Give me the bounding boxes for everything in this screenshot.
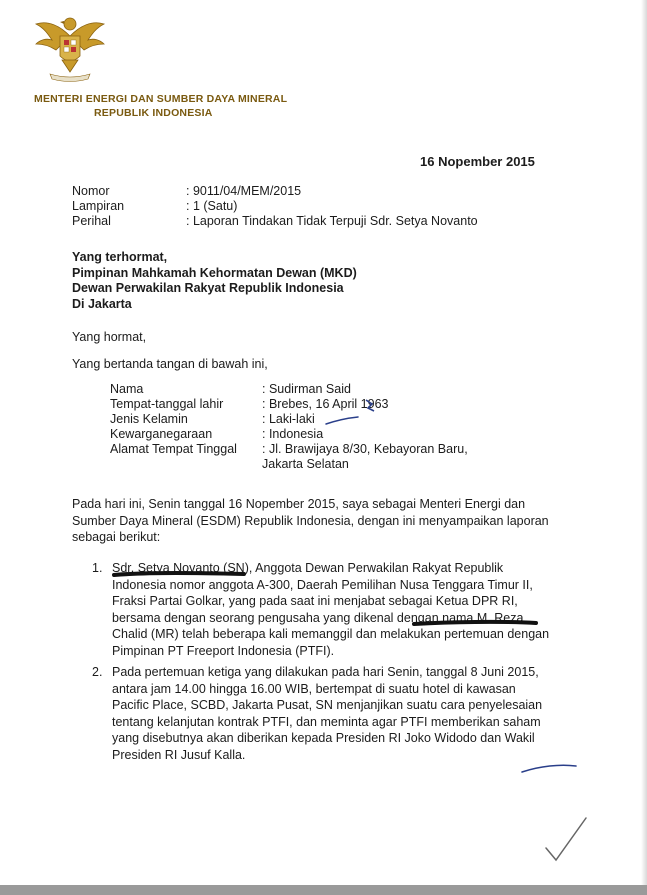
letter-date: 16 Nopember 2015 xyxy=(420,154,535,169)
addressee-office: Pimpinan Mahkamah Kehormatan Dewan (MKD) xyxy=(72,265,357,280)
list-item xyxy=(92,560,552,659)
bottom-border xyxy=(0,885,647,895)
list-item-text: Sdr. Setya Novanto (SN), Anggota Dewan Perwakilan Rakyat Republik Indonesia nomor anggota A-300, Daerah Pemilihan Nusa Tenggara Timur II, Fraksi Partai Golkar, yang pada saat ini menjabat sebagai Ketua DPR RI, bersama dengan seorang pengusaha yang dikenal dengan nama M. Reza Chalid (MR) telah beberapa kali memanggil dan melakukan pertemuan dengan Pimpinan PT Freeport Indonesia (PTFI). xyxy=(112,561,550,658)
intro-line: Yang bertanda tangan di bawah ini, xyxy=(72,357,268,371)
page-edge-shadow xyxy=(641,0,647,895)
nama-label: Nama xyxy=(110,382,144,396)
addressee-greeting: Yang terhormat, xyxy=(72,250,168,264)
nama-value: : Sudirman Said xyxy=(262,382,351,396)
list-item-number: 1. xyxy=(92,561,103,575)
ministry-letterhead xyxy=(34,92,287,120)
gender-value: : Laki-laki xyxy=(262,412,315,426)
check-mark-icon xyxy=(546,818,586,860)
perihal-value: : Laporan Tindakan Tidak Terpuji Sdr. Setya Novanto xyxy=(186,214,478,228)
citizenship-value: : Indonesia xyxy=(262,427,324,441)
nomor-label: Nomor xyxy=(72,184,110,198)
pen-dash-mark xyxy=(522,765,576,772)
lampiran-label: Lampiran xyxy=(72,199,125,213)
identity-table xyxy=(110,382,468,472)
citizenship-label: Kewarganegaraan xyxy=(110,427,213,441)
ttl-value: : Brebes, 16 April 1963 xyxy=(262,397,389,411)
salutation: Yang hormat, xyxy=(72,330,147,344)
lampiran-value: : 1 (Satu) xyxy=(186,199,238,213)
gender-label: Jenis Kelamin xyxy=(110,412,188,426)
body-paragraph: Pada hari ini, Senin tanggal 16 Nopember 2015, saya sebagai Menteri Energi dan Sumber Daya Mineral (ESDM) Republik Indonesia, dengan ini menyampaikan laporan sebagai berikut: xyxy=(72,497,549,544)
ministry-title: MENTERI ENERGI DAN SUMBER DAYA MINERAL xyxy=(34,93,288,105)
addressee-city: Di Jakarta xyxy=(72,296,132,311)
list-item-text: Pada pertemuan ketiga yang dilakukan pada hari Senin, tanggal 8 Juni 2015, antara jam 14.00 hingga 16.00 WIB, bertempat di suatu hotel di kawasan Pacific Place, SCBD, Jakarta Pusat, SN menjanjikan suatu cara penyelesaian tentang kelanjutan kontrak PTFI, dan meminta agar PTFI memberikan saham yang disebutnya akan diberikan kepada Presiden RI Joko Widodo dan Wakil Presiden RI Jusuf Kalla. xyxy=(112,665,543,762)
addressee-block xyxy=(72,250,357,312)
list-item xyxy=(92,664,552,763)
perihal-label: Perihal xyxy=(72,214,111,228)
address-value: : Jl. Brawijaya 8/30, Kebayoran Baru, Jakarta Selatan xyxy=(262,442,468,471)
ministry-country: REPUBLIK INDONESIA xyxy=(94,107,213,119)
list-item-number: 2. xyxy=(92,665,103,679)
nomor-value: : 9011/04/MEM/2015 xyxy=(186,184,302,198)
address-label: Alamat Tempat Tinggal xyxy=(110,442,237,456)
ttl-label: Tempat-tanggal lahir xyxy=(110,397,224,411)
addressee-institution: Dewan Perwakilan Rakyat Republik Indonesia xyxy=(72,281,344,295)
garuda-emblem-icon xyxy=(30,6,110,86)
letter-meta xyxy=(72,184,478,229)
